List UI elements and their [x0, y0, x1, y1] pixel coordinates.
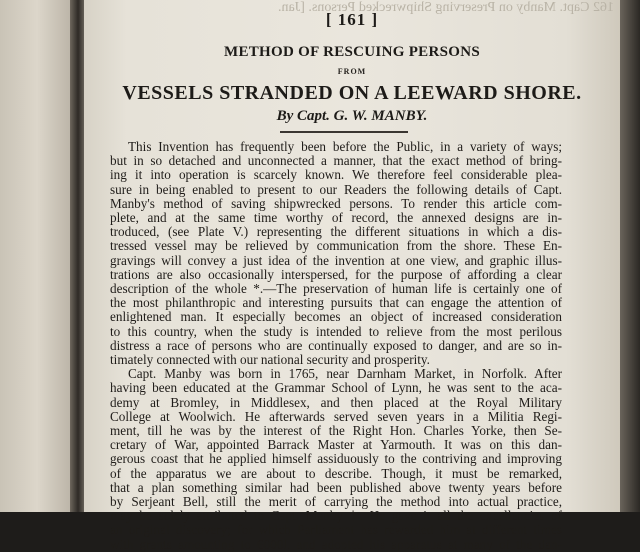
body-line: with grants amounting to 6000l. and adopted his apparatus at many of the dan-	[110, 536, 562, 552]
body-line: cretary of War, appointed Barrack Master at Yarmouth. It was on this dan-	[110, 437, 562, 453]
body-line: This Invention has frequently been before the Public, in a variety of ways;	[128, 139, 562, 154]
page-number: [ 161 ]	[325, 10, 379, 29]
body-line: the most philanthropic and interesting pursuits that can engage the attention of	[110, 295, 562, 311]
article-title-line1: METHOD OF RESCUING PERSONS	[223, 44, 481, 60]
article-title-line2: VESSELS STRANDED ON A LEEWARD SHORE.	[122, 82, 582, 104]
body-line: by Serjeant Bell, still the merit of carrying the method into actual practice,	[110, 494, 562, 510]
show-through-text: 162 Capt. Manby on Preserving Shipwrecked Persons. [Jan.	[278, 0, 614, 15]
body-line: sure in being enabled to present to our Readers the following details of Capt.	[110, 181, 562, 197]
body-line: but in so detached and unconnected a manner, that the exact method of bring-	[110, 153, 562, 169]
title-rule	[280, 131, 408, 133]
body-line: gravings will convey a just idea of the invention at one view, and graphic illus-	[110, 252, 562, 268]
body-line: description of the whole *.—The preservation of human life is certainly one of	[110, 281, 562, 297]
body-line: having been educated at the Grammar School of Lynn, he was sent to the aca-	[110, 380, 562, 396]
body-line: that a plan something similar had been published above twenty years before	[110, 479, 562, 495]
body-line: ing it into operation is scarcely known. We therefore feel considerable plea-	[110, 167, 562, 183]
body-line: ment, till he was by the interest of the Right Hon. Charles Yorke, then Se-	[110, 423, 562, 439]
body-line: Capt. Manby was born in 1765, near Darnham Market, in Norfolk. After	[128, 366, 562, 382]
body-line: an original discovery; for which Parliament has rewarded him at different times	[110, 522, 562, 538]
body-line: to this country, when the study is intended to relieve from the most perilous	[110, 323, 562, 339]
body-line: tressed vessel may be relieved by communication from the shore. These En-	[110, 238, 562, 254]
body-line: of the apparatus we are about to describe. Though, it must be remarked,	[110, 465, 562, 481]
body-line: enlightened man. It especially becomes an object of increased consideration	[110, 309, 562, 325]
article-title-from: FROM	[337, 67, 367, 76]
article-body	[110, 140, 562, 552]
body-line: trations are also occasionally interspersed, for the purpose of affording a clear	[110, 266, 562, 282]
body-line: timately connected with our national security and prosperity.	[110, 352, 430, 368]
body-line: College at Woolwich. He afterwards served seven years in a Militia Regi-	[110, 408, 562, 424]
body-line: demy at Bromley, in Middlesex, and then placed at the Royal Military	[110, 394, 562, 410]
left-facing-page	[0, 0, 74, 512]
body-line: distress a race of persons who are continually exposed to danger, and are so in-	[110, 337, 562, 353]
body-line: Manby's method of saving shipwrecked persons. To render this article com-	[110, 195, 562, 211]
body-line: plete, and at the same time worthy of record, the annexed designs are in-	[110, 210, 562, 226]
body-line: gerous coast that he applied himself assiduously to the contriving and improving	[110, 451, 562, 467]
body-line: troduced, (see Plate V.) representing the different situations in which a dis-	[110, 224, 562, 240]
article-byline: By Capt. G. W. MANBY.	[276, 108, 428, 124]
book-page	[84, 0, 620, 552]
page-edge-shadow	[620, 0, 640, 512]
body-line: may be solely attributed to Capt. Manby †. He gave it all the excellencies of	[110, 508, 562, 524]
